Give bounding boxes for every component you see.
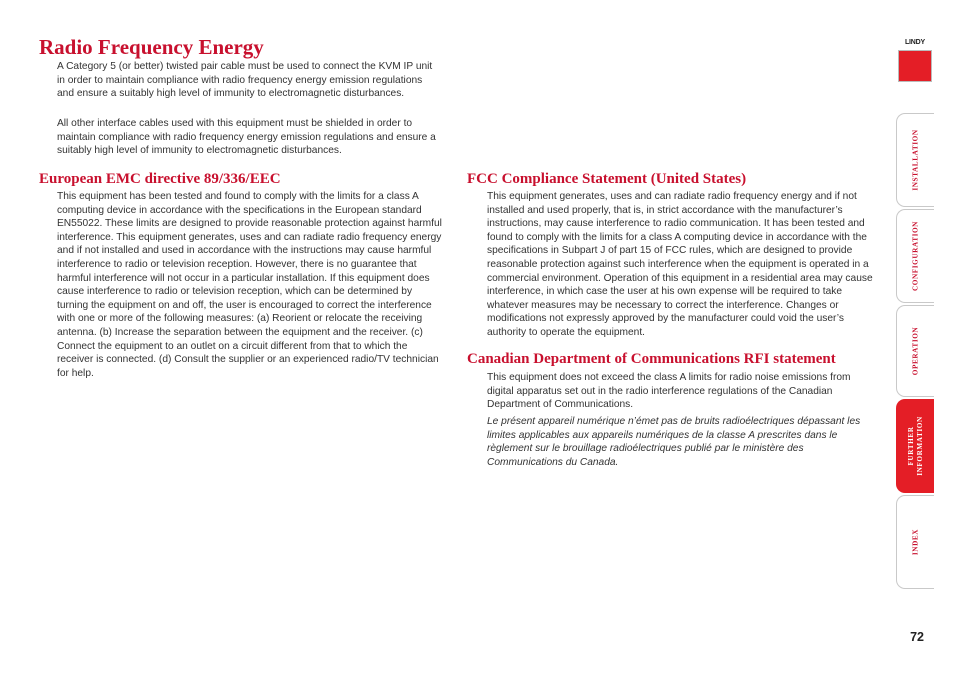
page-title: Radio Frequency Energy — [39, 35, 264, 59]
page-number: 72 — [910, 630, 924, 644]
tab-further-information[interactable] — [896, 399, 934, 493]
logo-text: LINDY — [904, 39, 925, 46]
intro-paragraph-2: All other interface cables used with this equipment must be shielded in order to maintain compliance with radio frequency energy emission regulations and ensure a suitably high level of immunity to electromagnetic disturbances. — [57, 118, 436, 157]
canada-paragraph: This equipment does not exceed the class A limits for radio noise emissions from digital apparatus set out in the radio interference regulations of the Canadian Department of Communications. — [487, 372, 851, 411]
tab-configuration-label: CONFIGURATION — [911, 221, 919, 291]
lindy-logo — [898, 38, 932, 82]
tab-installation-label: INSTALLATION — [911, 129, 919, 191]
tab-operation-label: OPERATION — [911, 326, 919, 376]
intro-paragraph-1: A Category 5 (or better) twisted pair cable must be used to connect the KVM IP unit in order to maintain compliance with radio frequency energy emission regulations and ensure a suitably high level of immunity to electromagnetic disturbances. — [57, 61, 433, 100]
emc-heading: European EMC directive 89/336/EEC — [39, 171, 281, 187]
logo-red-square — [898, 50, 932, 82]
tab-configuration[interactable] — [896, 209, 934, 303]
tab-further-information-label: FURTHER INFORMATION — [906, 416, 924, 476]
emc-paragraph: This equipment has been tested and found to comply with the limits for a class A computing device in accordance with the specifications in the European standard EN55022. These limits are designed to provide reasonable protection against harmful interference. This equipment generates, uses and can radiate radio frequency energy and if not installed and used in accordance with the instructions may cause harmful interference to radio or television reception. However, there is no guarantee that harmful interference will not occur in a particular installation. If this equipment does cause interference to radio or television reception, which can be determined by turning the equipment on and off, the user is encouraged to correct the interference with one or more of the following measures: (a) Reorient or relocate the receiving antenna. (b) Increase the separation between the equipment and the receiver. (c) Connect the equipment to an outlet on a circuit different from that to which the receiver is connected. (d) Consult the supplier or an experienced radio/TV technician for help. — [57, 191, 442, 379]
fcc-heading: FCC Compliance Statement (United States) — [467, 171, 747, 187]
canada-paragraph-french: Le présent appareil numérique n’émet pas de bruits radioélectriques dépassant les limites applicables aux appareils numériques de la classe A prescrites dans le règlement sur le brouillage radioélectriques publié par le ministère des Communications du Canada. — [487, 416, 861, 468]
tab-index-label: INDEX — [911, 528, 919, 556]
canada-heading: Canadian Department of Communications RFI statement — [467, 351, 836, 367]
tab-index[interactable] — [896, 495, 934, 589]
tab-installation[interactable] — [896, 113, 934, 207]
tab-operation[interactable] — [896, 305, 934, 397]
fcc-paragraph: This equipment generates, uses and can radiate radio frequency energy and if not installed and used properly, that is, in strict accordance with the manufacturer’s instructions, may cause interference to radio communication. It has been tested and found to comply with the limits for a class A computing device in accordance with the specifications in Subpart J of part 15 of FCC rules, which are designed to provide reasonable protection against such interference when the equipment is operated in a commercial environment. Operation of this equipment in a residential area may cause interference, in which case the user at his own expense will be required to take whatever measures may be necessary to correct the interference. Changes or modifications not expressly approved by the manufacturer could void the user’s authority to operate the equipment. — [487, 191, 873, 338]
